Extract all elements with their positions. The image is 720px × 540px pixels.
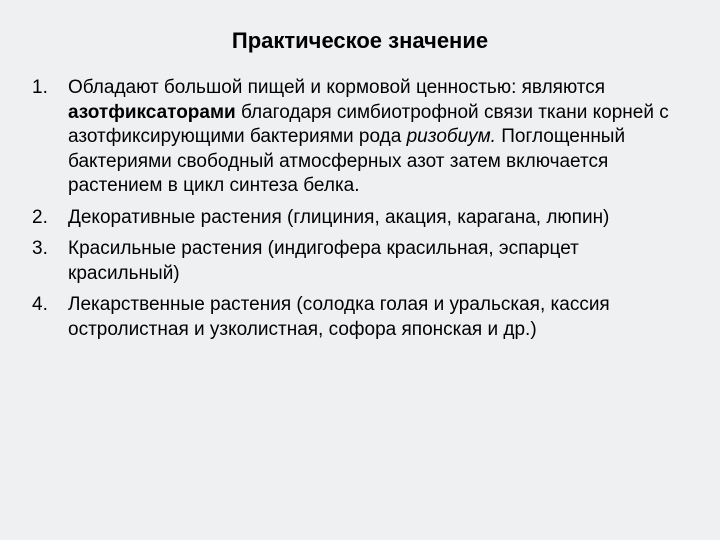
item-number: 4. [32,294,48,315]
item-text-part: Поглощенный бактериями свободный атмосферных азот затем включается растением в цикл синтеза белка. [68,126,626,196]
item-number: 2. [32,206,48,228]
item-text-part: благодаря симбиотрофной связи ткани корней с азотфиксирующими бактериями рода [68,101,669,147]
list-item [26,293,686,342]
item-text-part: Обладают большой пищей и кормовой ценностью: являются [68,77,606,98]
item-text [68,77,669,196]
item-text: Декоративные растения (глициния, акация, карагана, люпин) [68,206,610,228]
item-number: 3. [32,238,48,259]
italic-term: ризобиум. [406,126,496,147]
list-item [26,76,686,199]
bold-term: азотфиксаторами [68,101,236,123]
numbered-list [26,76,686,349]
item-text: Лекарственные растения (солодка голая и уральская, кассия остролистная и узколистная, софора японская и др.) [68,294,610,340]
slide-title: Практическое значение [231,28,489,53]
list-item [26,206,686,231]
item-number: 1. [32,77,48,98]
item-text: Красильные растения (индигофера красильная, эспарцет красильный) [68,238,579,284]
list-item [26,237,686,286]
